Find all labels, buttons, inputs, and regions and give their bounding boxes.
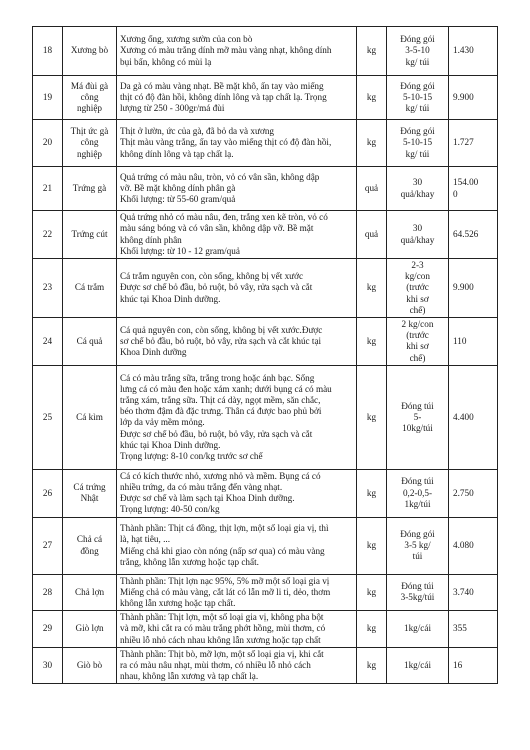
packaging-cell [387,27,449,76]
quantity-cell: 64.526 [449,211,498,259]
table-row [33,318,498,366]
item-name-cell-line: Má đùi gà [70,80,109,91]
table-row [33,365,498,469]
unit-cell: kg [357,27,387,76]
item-description-cell-line: khúc tại Khoa Dinh dưỡng. [120,293,221,304]
packaging-cell-line: kg/ túi [405,103,430,114]
unit-cell: kg [357,469,387,517]
table-row [33,469,498,517]
item-name-cell [63,211,117,259]
item-name-cell-line: công [80,137,99,148]
item-description-cell-line: Miếng chả khi giao còn nóng (nấp sơ qua) có màu vàng [120,545,325,556]
packaging-cell-line: 5- [413,411,422,422]
item-description-cell-line: thịt có độ đàn hồi, không dính lông và tạp chất lạ. Trọng [120,91,327,102]
item-description-cell-line: Quả trứng nhỏ có màu nâu, đen, trắng xen kẽ tròn, vỏ có [120,212,328,223]
item-description-cell [117,469,357,517]
table-row [33,259,498,318]
item-name-cell-line: Cá quả [76,335,103,346]
item-description-cell [117,211,357,259]
item-name-cell-line: Giò bò [76,660,103,671]
item-name-cell-line: Giò lợn [75,623,104,634]
row-number-cell: 30 [33,647,63,684]
packaging-cell-line: 1kg/túi [404,498,431,509]
item-name-cell-line: Xương bò [70,45,109,56]
item-name-cell [63,27,117,76]
row-number-cell: 26 [33,469,63,517]
packaging-cell-line: 0,2-0,5- [402,487,433,498]
packaging-cell-line: Đóng gói [400,528,435,539]
table-row [33,611,498,648]
packaging-cell-line: kg/con [404,271,430,282]
item-description-cell-line: Cá quả nguyên con, còn sống, không bị vết xước.Được [120,324,323,335]
item-description-cell-line: Khối lượng: từ 10 - 12 gram/quả [120,245,240,256]
item-description-cell-line: ra có màu nâu nhạt, mùi thơm, có nhiều lỗ nhỏ cách [120,660,311,671]
packaging-cell [387,574,449,611]
item-name-cell [63,365,117,469]
packaging-cell-line: túi [412,551,423,562]
item-description-cell [117,120,357,167]
packaging-cell-line: 2-3 [411,260,424,270]
item-description-cell-line: bụi bẩn, không có mùi lạ [120,56,212,67]
table-row [33,167,498,211]
quantity-cell: 355 [449,611,498,648]
quantity-cell: 16 [449,647,498,684]
packaging-cell [387,365,449,469]
table-row [33,647,498,684]
unit-cell: kg [357,517,387,574]
table-row [33,120,498,167]
item-name-cell-line: Trứng cút [71,228,108,239]
packaging-cell-line: Đóng gói [400,34,435,45]
unit-cell: kg [357,647,387,684]
item-description-cell-line: sơ chế bỏ đầu, bỏ ruột, bỏ vây, rửa sạch và cắt khúc tại [120,335,322,346]
row-number-cell: 19 [33,76,63,120]
packaging-cell-line: (trước [406,282,429,293]
item-description-cell-line: không dính lông và tạp chất lạ. [120,148,234,159]
quantity-cell: 110 [449,318,498,366]
item-name-cell-line: Chả lợn [74,586,105,597]
packaging-cell-line: quả/khay [400,234,435,245]
item-name-cell-line: Cá trắm [74,282,105,293]
item-name-cell-line: Trứng gà [72,182,107,193]
packaging-cell-line: Đóng túi [401,476,434,487]
unit-cell: kg [357,611,387,648]
packaging-cell [387,120,449,167]
item-description-cell-line: Khối lượng: từ 55-60 gram/quả [120,194,236,205]
quantity-cell: 1.430 [449,27,498,76]
item-description-cell-line: Thành phần: Thịt lợn nạc 95%, 5% mỡ một số loại gia vị [120,575,330,586]
packaging-cell-line: 10kg/túi [402,422,433,433]
table-row [33,76,498,120]
item-description-cell-line: béo thơm đậm đà đặc trưng. Thân cá được bao phủ bởi [120,406,322,417]
item-description-cell-line: màu sáng bóng và có vân sần, không dập vỡ. Bề mặt [120,223,314,234]
item-name-cell-line: công [80,91,99,102]
packaging-cell [387,211,449,259]
packaging-cell-line: kg/ túi [405,148,430,159]
item-name-cell-line: Cá trứng [73,482,106,493]
item-description-cell-line: khúc tại Khoa Dinh dưỡng. [120,439,221,450]
packaging-cell-line: Đóng gói [400,80,435,91]
item-description-cell-line: Được sơ chế và làm sạch tại Khoa Dinh dưỡng. [120,493,295,504]
packaging-cell-line: (trước [406,330,429,341]
table-row [33,517,498,574]
table-row [33,27,498,76]
quantity-cell: 9.900 [449,259,498,318]
item-name-cell [63,574,117,611]
packaging-cell [387,259,449,318]
item-name-cell-line: Thịt ức gà [70,126,109,137]
item-description-cell-line: Miếng chả có màu vàng, cắt lát có lẫn mỡ li ti, dẻo, thơm [120,586,331,597]
quantity-cell: 2.750 [449,469,498,517]
item-description-cell-line: lưng cá có màu đen hoặc xám xanh; dưới bụng cá có màu [120,383,332,394]
item-name-cell-line: Nhật [80,493,99,504]
unit-cell: kg [357,318,387,366]
row-number-cell: 23 [33,259,63,318]
packaging-cell-line: 3-5 kg/ [404,540,431,551]
row-number-cell: 25 [33,365,63,469]
item-description-cell [117,76,357,120]
item-name-cell-line: nghiệp [76,148,102,159]
packaging-cell-line: Đóng túi [401,581,434,592]
item-description-cell-line: nhiều lỗ nhỏ cách nhau không lẫn xương hoặc tạp chất [120,634,321,645]
item-name-cell [63,259,117,318]
item-description-cell-line: Xương có màu trắng dính mỡ màu vàng nhạt, không dính [120,45,332,56]
item-description-cell-line: trắng xám, trắng sữa. Thịt cá dày, ngọt mềm, săn chắc, [120,394,321,405]
packaging-cell [387,76,449,120]
packaging-cell-line: Đóng gói [400,126,435,137]
item-description-cell-line: Xương ống, xương sườn của con bò [120,34,253,45]
food-spec-table [32,26,498,684]
quantity-cell: 4.080 [449,517,498,574]
item-description-cell-line: Khoa Dinh dưỡng [120,347,187,358]
item-description-cell-line: Cá có màu trắng sữa, trắng trong hoặc ánh bạc. Sống [120,372,315,383]
item-description-cell-line: vỡ. Bề mặt không dính phân gà [120,182,236,193]
item-description-cell-line: Thành phần: Thịt cá đồng, thịt lợn, một số loại gia vị, thì [120,523,329,534]
row-number-cell: 18 [33,27,63,76]
item-name-cell [63,611,117,648]
item-description-cell-line: Trọng lượng: 8-10 con/kg trước sơ chế [120,450,263,461]
packaging-cell [387,318,449,366]
packaging-cell-line: chế) [409,304,426,315]
item-name-cell-line: Chả cá [76,534,103,545]
row-number-cell: 29 [33,611,63,648]
item-name-cell-line: nghiệp [76,103,102,114]
packaging-cell [387,469,449,517]
quantity-cell: 154.00 0 [449,167,498,211]
item-description-cell-line: Thành phần: Thịt lợn, một số loại gia vị, không pha bột [120,612,324,623]
packaging-cell [387,647,449,684]
item-description-cell [117,574,357,611]
item-description-cell-line: Được sơ chế bỏ đầu, bỏ ruột, bỏ vây, rửa sạch và cắt [120,428,313,439]
item-description-cell [117,259,357,318]
item-description-cell-line: Thịt ở lườn, ức của gà, đã bỏ da và xương [120,126,275,137]
item-description-cell [117,647,357,684]
item-description-cell-line: và mỡ, khi cắt ra có màu trắng phớt hồng, mùi thơm, có [120,623,326,634]
item-name-cell [63,318,117,366]
quantity-cell: 4.400 [449,365,498,469]
packaging-cell-line: 3-5kg/túi [400,592,435,603]
item-name-cell [63,120,117,167]
item-name-cell [63,517,117,574]
item-name-cell-line: đồng [80,545,99,556]
item-description-cell-line: nhau, không lẫn xương và tạp chất lạ. [120,671,259,682]
item-name-cell-line: Cá kìm [76,411,103,422]
packaging-cell-line: 3-5-10 [405,45,430,56]
item-name-cell [63,469,117,517]
item-description-cell-line: Cá có kích thước nhỏ, xương nhỏ và mềm. Bụng cá có [120,470,321,481]
packaging-cell-line: Đóng túi [401,400,434,411]
item-description-cell [117,365,357,469]
item-description-cell-line: Thịt màu vàng trắng, ấn tay vào miếng thịt có độ đàn hồi, [120,137,332,148]
packaging-cell [387,611,449,648]
item-description-cell-line: nhiều trứng, da có màu trắng đến vàng nhạt. [120,482,283,493]
table-row [33,574,498,611]
packaging-cell-line: 2 kg/con [401,319,434,330]
item-name-cell [63,167,117,211]
item-description-cell-line: trắng, không lẫn xương hoặc tạp chất. [120,556,259,567]
row-number-cell: 20 [33,120,63,167]
item-description-cell [117,27,357,76]
item-description-cell-line: Trọng lượng: 40-50 con/kg [120,504,220,515]
item-description-cell [117,167,357,211]
item-description-cell [117,318,357,366]
row-number-cell: 24 [33,318,63,366]
item-description-cell-line: Cá trắm nguyên con, còn sống, không bị vết xước [120,271,304,282]
quantity-cell: 3.740 [449,574,498,611]
packaging-cell-line: 1kg/cái [403,660,432,671]
item-description-cell-line: là, hạt tiêu, ... [120,534,171,545]
packaging-cell-line: 5-10-15 [402,91,433,102]
item-name-cell [63,76,117,120]
packaging-cell-line: kg/ túi [405,56,430,67]
item-description-cell-line: Quả trứng có màu nâu, tròn, vỏ có vân sần, không dập [120,171,320,182]
item-description-cell-line: không lẫn xương hoặc tạp chất. [120,598,236,609]
item-name-cell [63,647,117,684]
unit-cell: quả [357,167,387,211]
row-number-cell: 27 [33,517,63,574]
packaging-cell [387,517,449,574]
item-description-cell-line: Da gà có màu vàng nhạt. Bề mặt khô, ấn tay vào miếng [120,80,324,91]
row-number-cell: 22 [33,211,63,259]
unit-cell: quả [357,211,387,259]
unit-cell: kg [357,76,387,120]
table-row [33,211,498,259]
item-description-cell [117,517,357,574]
item-description-cell-line: Thành phần: Thịt bò, mỡ lợn, một số loại gia vị, khi cắt [120,648,324,659]
row-number-cell: 28 [33,574,63,611]
item-description-cell-line: lượng từ 250 - 300gr/má đùi [120,103,225,114]
packaging-cell-line: 30 [412,223,423,234]
item-description-cell-line: Được sơ chế bỏ đầu, bỏ ruột, bỏ vây, rửa sạch và cắt [120,282,313,293]
quantity-cell: 9.900 [449,76,498,120]
packaging-cell-line: khi sơ [406,341,429,352]
packaging-cell-line: 30 [412,177,423,188]
packaging-cell-line: khi sơ [406,293,429,304]
unit-cell: kg [357,574,387,611]
item-description-cell [117,611,357,648]
packaging-cell-line: chế) [409,352,426,363]
item-description-cell-line: không dính phân [120,234,182,245]
packaging-cell-line: 1kg/cái [403,623,432,634]
unit-cell: kg [357,120,387,167]
packaging-cell-line: 5-10-15 [402,137,433,148]
quantity-cell: 1.727 [449,120,498,167]
item-description-cell-line: lớp da vảy mềm mỏng. [120,417,205,428]
packaging-cell-line: quả/khay [400,188,435,199]
unit-cell: kg [357,259,387,318]
unit-cell: kg [357,365,387,469]
packaging-cell [387,167,449,211]
row-number-cell: 21 [33,167,63,211]
